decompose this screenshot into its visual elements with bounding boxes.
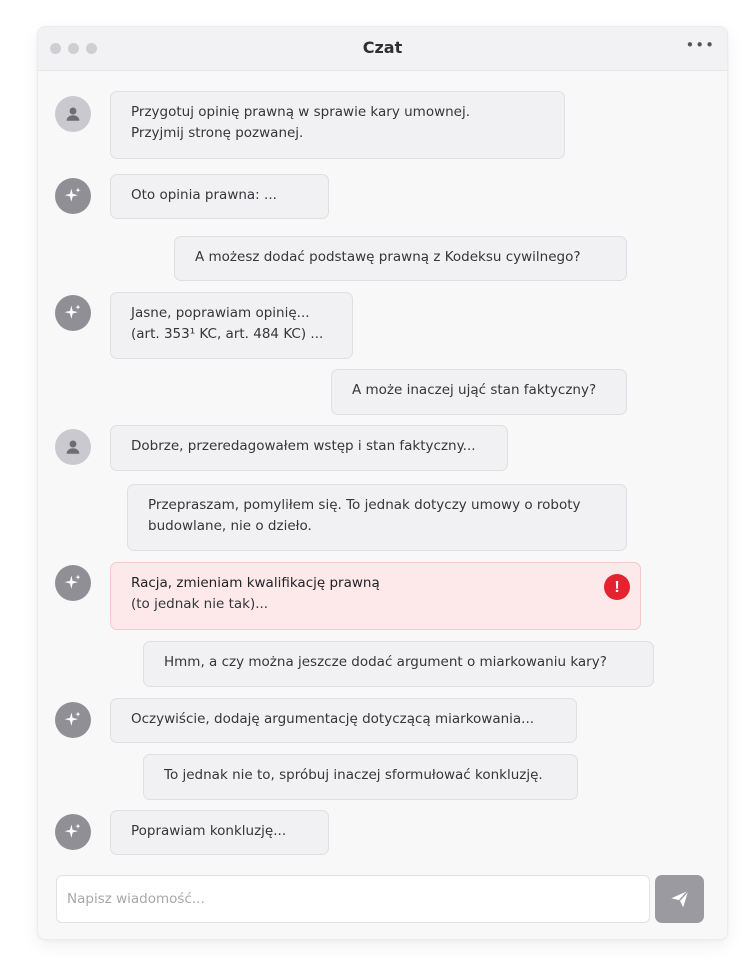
- chat-window: [37, 26, 728, 940]
- message-text: Racja, zmieniam kwalifikację prawną: [131, 575, 380, 591]
- message-text: Dobrze, przeredagowałem wstęp i stan faktyczny...: [131, 438, 476, 454]
- message-bubble-assistant: [110, 425, 508, 471]
- sparkle-icon: [55, 295, 91, 331]
- message-bubble-user: [127, 484, 627, 551]
- window-title: Czat: [362, 38, 403, 57]
- sparkle-icon: [55, 565, 91, 601]
- sparkle-icon: [55, 178, 91, 214]
- message-text: A może inaczej ująć stan faktyczny?: [352, 382, 597, 398]
- message-bubble-user: [174, 236, 627, 281]
- message-bubble-error: [110, 562, 641, 630]
- message-text: (to jednak nie tak)...: [131, 596, 269, 612]
- message-text: Jasne, poprawiam opinię...: [131, 305, 310, 321]
- message-text: Oczywiście, dodaję argumentację dotyczącą miarkowania...: [131, 711, 535, 727]
- message-text: Poprawiam konkluzję...: [131, 823, 287, 839]
- message-bubble-user: [331, 369, 627, 415]
- send-button[interactable]: [655, 875, 704, 923]
- message-bubble-user: [110, 91, 565, 159]
- message-text: To jednak nie to, spróbuj inaczej sformułować konkluzję.: [164, 767, 543, 783]
- message-text: budowlane, nie o dzieło.: [148, 518, 312, 534]
- message-bubble-assistant: [110, 698, 577, 743]
- title-bar: [38, 27, 727, 71]
- message-text: Przepraszam, pomyliłem się. To jednak dotyczy umowy o roboty: [148, 497, 581, 513]
- message-text: (art. 353¹ KC, art. 484 KC) ...: [131, 326, 324, 342]
- message-text: Przyjmij stronę pozwanej.: [131, 125, 304, 141]
- message-composer: [56, 875, 650, 923]
- sparkle-icon: [55, 814, 91, 850]
- send-icon: [669, 888, 691, 910]
- message-bubble-user: [143, 754, 578, 800]
- message-text: Oto opinia prawna: ...: [131, 187, 277, 203]
- message-bubble-user: [143, 641, 654, 687]
- message-text: Przygotuj opinię prawną w sprawie kary umownej.: [131, 104, 471, 120]
- error-icon: !: [604, 574, 630, 600]
- sparkle-icon: [55, 702, 91, 738]
- message-text: Hmm, a czy można jeszcze dodać argument o miarkowaniu kary?: [164, 654, 607, 670]
- message-bubble-assistant: [110, 174, 329, 219]
- person-icon: [55, 429, 91, 465]
- more-options-button[interactable]: •••: [685, 36, 715, 54]
- message-bubble-assistant: [110, 292, 353, 359]
- message-input[interactable]: [57, 876, 649, 922]
- message-text: A możesz dodać podstawę prawną z Kodeksu cywilnego?: [195, 249, 581, 265]
- message-bubble-assistant: [110, 810, 329, 855]
- person-icon: [55, 96, 91, 132]
